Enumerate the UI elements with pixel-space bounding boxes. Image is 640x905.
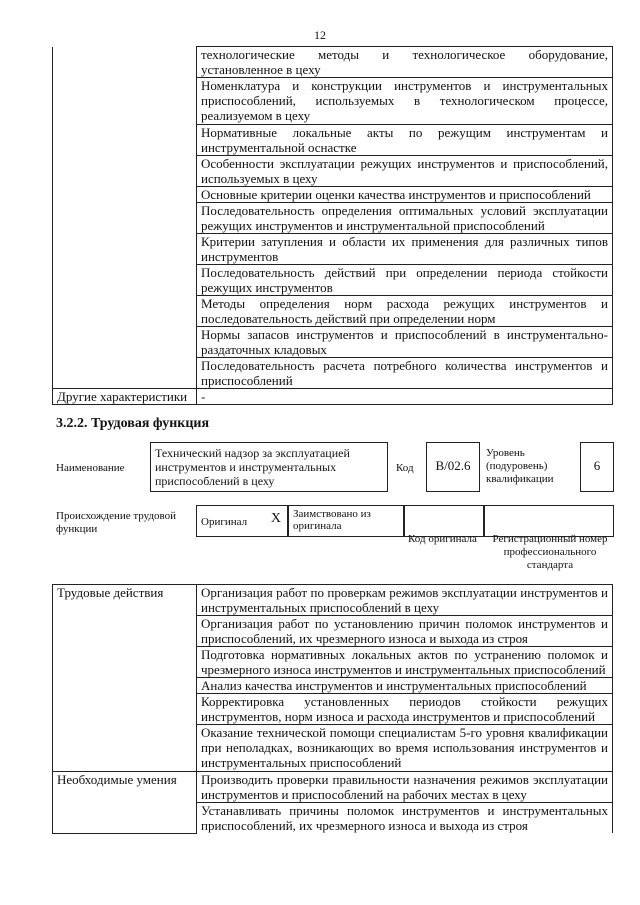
table-row <box>53 772 613 803</box>
table-cell: Организация работ по установлению причин поломок инструментов и приспособлений, их чрезмерного износа и выхода из строя <box>197 616 613 647</box>
original-mark: X <box>270 511 281 526</box>
code-original-label: Код оригинала <box>408 533 477 545</box>
table-cell: технологические методы и технологическое оборудование, установленное в цеху <box>197 47 613 78</box>
reg-number-label: Регистрационный номер профессионального стандарта <box>492 533 608 571</box>
table-cell: Критерии затупления и области их применения для различных типов инструментов <box>197 234 613 265</box>
code-value-box: B/02.6 <box>426 442 480 492</box>
table-cell: Анализ качества инструментов и инструментальных приспособлений <box>197 678 613 694</box>
page-number: 12 <box>314 28 326 42</box>
table-cell: Подготовка нормативных локальных актов по устранению поломок и чрезмерного износа инструментов и инструментальных приспособлений <box>197 647 613 678</box>
table-row <box>53 47 613 78</box>
labor-actions-table <box>52 584 613 834</box>
row-label-empty <box>53 47 197 389</box>
table-row <box>53 585 613 616</box>
code-label: Код <box>396 462 414 474</box>
table-cell: Основные критерии оценки качества инструментов и приспособлений <box>197 187 613 203</box>
table-cell: Оказание технической помощи специалистам 5-го уровня квалификации при неполадках, возникающих во время использования инструментов и инструментальных приспособлений <box>197 725 613 772</box>
knowledge-table <box>52 46 613 405</box>
original-label: Оригинал <box>201 516 248 528</box>
table-cell: Нормы запасов инструментов и приспособлений в инструментально-раздаточных кладовых <box>197 327 613 358</box>
table-cell: Методы определения норм расхода режущих инструментов и последовательность действий при определении норм <box>197 296 613 327</box>
original-box <box>196 505 288 537</box>
borrowed-box: Заимствовано из оригинала <box>288 505 404 537</box>
table-cell: Последовательность действий при определении периода стойкости режущих инструментов <box>197 265 613 296</box>
other-characteristics-value: - <box>197 389 613 405</box>
table-cell: Последовательность расчета потребного количества инструментов и приспособлений <box>197 358 613 389</box>
section-title: 3.2.2. Трудовая функция <box>56 416 210 431</box>
origin-label: Происхождение трудовой функции <box>56 510 177 535</box>
table-cell: Организация работ по проверкам режимов эксплуатации инструментов и инструментальных приспособлений в цеху <box>197 585 613 616</box>
function-name-box: Технический надзор за эксплуатацией инструментов и инструментальных приспособлений в цеху <box>150 442 388 492</box>
name-label: Наименование <box>56 462 125 474</box>
table-cell: Корректировка установленных периодов стойкости режущих инструментов, норм износа и расхода инструментов и приспособлений <box>197 694 613 725</box>
table-cell: Производить проверки правильности назначения режимов эксплуатации инструментов и приспособлений на рабочих местах в цеху <box>197 772 613 803</box>
other-characteristics-label: Другие характеристики <box>53 389 197 405</box>
level-label: Уровень (подуровень) квалификации <box>486 447 554 485</box>
table-cell: Номенклатура и конструкции инструментов и инструментальных приспособлений, используемых в технологическом процессе, реализуемом в цеху <box>197 78 613 125</box>
table-row <box>53 389 613 405</box>
table-cell: Особенности эксплуатации режущих инструментов и приспособлений, используемых в цеху <box>197 156 613 187</box>
level-value-box: 6 <box>580 442 614 492</box>
table-cell: Последовательность определения оптимальных условий эксплуатации режущих инструментов и инструментальной приспособлений <box>197 203 613 234</box>
skills-label: Необходимые умения <box>53 772 197 834</box>
table-cell: Устанавливать причины поломок инструментов и инструментальных приспособлений, их чрезмерного износа и выхода из строя <box>197 803 613 834</box>
table-cell: Нормативные локальные акты по режущим инструментам и инструментальной оснастке <box>197 125 613 156</box>
actions-label: Трудовые действия <box>53 585 197 772</box>
